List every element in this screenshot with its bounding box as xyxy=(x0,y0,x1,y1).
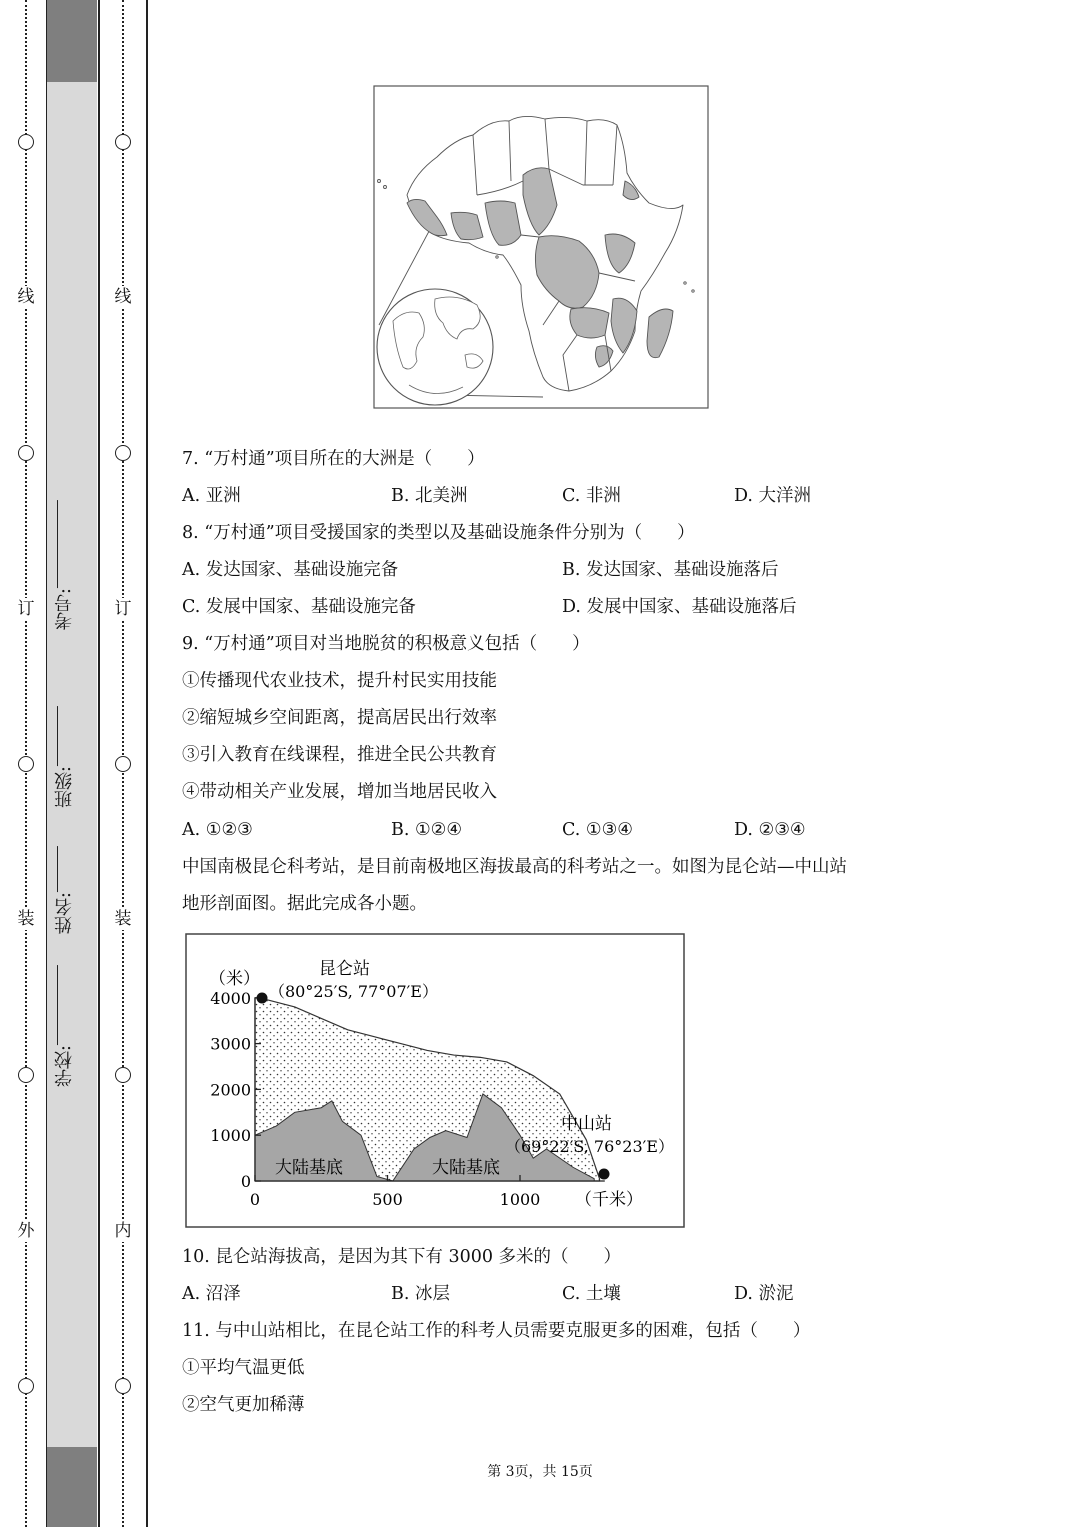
binding-label-zhuang: 装 xyxy=(15,908,37,930)
zhongshan-station-coords: （69°22′S, 76°23′E） xyxy=(505,1137,674,1156)
x-tick-label: 500 xyxy=(372,1190,403,1209)
zhongshan-station-marker xyxy=(599,1169,610,1180)
africa-map-figure xyxy=(373,85,709,409)
kunlun-station-marker xyxy=(257,993,268,1004)
q8-option-c[interactable]: C. 发展中国家、基础设施完备 xyxy=(182,597,416,617)
binding-label-zhuang-inner: 装 xyxy=(112,908,134,930)
y-tick-label: 3000 xyxy=(210,1034,251,1054)
q10-option-c[interactable]: C. 土壤 xyxy=(562,1284,621,1304)
q9-option-a[interactable]: A. ①②③ xyxy=(182,820,253,840)
y-tick-label: 2000 xyxy=(210,1080,251,1100)
q9-option-d[interactable]: D. ②③④ xyxy=(734,820,806,840)
q10-option-b[interactable]: B. 冰层 xyxy=(391,1284,450,1304)
y-tick-label: 0 xyxy=(240,1172,251,1191)
binding-label-ding-inner: 订 xyxy=(112,598,134,620)
q9-item-3: ③引入教育在线课程，推进全民公共教育 xyxy=(182,745,497,765)
binding-circle xyxy=(18,134,34,150)
intro-line-2: 地形剖面图。据此完成各小题。 xyxy=(182,894,427,914)
x-tick-label: 1000 xyxy=(499,1190,541,1209)
binding-circle xyxy=(115,1067,131,1083)
q8-option-b[interactable]: B. 发达国家、基础设施落后 xyxy=(562,560,779,580)
bedrock-label-right: 大陆基底 xyxy=(432,1158,500,1178)
field-name[interactable]: 姓名: xyxy=(52,846,78,934)
terrain-profile-chart xyxy=(185,933,685,1228)
q9-option-c[interactable]: C. ①③④ xyxy=(562,820,633,840)
q9-item-1: ①传播现代农业技术，提升村民实用技能 xyxy=(182,671,497,691)
q9-item-4: ④带动相关产业发展，增加当地居民收入 xyxy=(182,782,497,802)
binding-circle xyxy=(115,134,131,150)
y-tick-label: 4000 xyxy=(210,988,251,1008)
y-axis-unit: （米） xyxy=(209,969,260,989)
question-9-stem: 9. “万村通”项目对当地脱贫的积极意义包括（ ） xyxy=(182,634,590,654)
binding-circle xyxy=(18,1378,34,1394)
q11-item-1: ①平均气温更低 xyxy=(182,1358,305,1378)
x-axis-unit: （千米） xyxy=(575,1190,643,1210)
zhongshan-station-name: 中山站 xyxy=(561,1114,612,1134)
binding-label-outer: 外 xyxy=(15,1220,37,1242)
q8-option-a[interactable]: A. 发达国家、基础设施完备 xyxy=(182,560,399,580)
question-8-stem: 8. “万村通”项目受援国家的类型以及基础设施条件分别为（ ） xyxy=(182,523,695,543)
field-school[interactable]: 学校: xyxy=(52,965,78,1087)
kunlun-station-name: 昆仑站 xyxy=(319,959,370,979)
binding-label-xian-inner: 线 xyxy=(112,286,134,308)
field-exam-number[interactable]: 考号: xyxy=(52,500,78,630)
q10-option-d[interactable]: D. 淤泥 xyxy=(734,1284,794,1304)
binding-circle xyxy=(18,756,34,772)
margin-dark-block-top xyxy=(47,0,97,82)
q9-item-2: ②缩短城乡空间距离，提高居民出行效率 xyxy=(182,708,497,728)
binding-label-inner: 内 xyxy=(112,1220,134,1242)
intro-line-1: 中国南极昆仑科考站，是目前南极地区海拔最高的科考站之一。如图为昆仑站—中山站 xyxy=(182,857,847,877)
binding-circle xyxy=(18,445,34,461)
binding-circle xyxy=(115,445,131,461)
kunlun-station-coords: （80°25′S, 77°07′E） xyxy=(269,982,438,1001)
q7-option-a[interactable]: A. 亚洲 xyxy=(182,486,241,506)
page-footer: 第 3页，共 15页 xyxy=(487,1464,593,1480)
binding-circle xyxy=(115,1378,131,1394)
y-tick-label: 1000 xyxy=(210,1126,251,1146)
q10-option-a[interactable]: A. 沼泽 xyxy=(182,1284,241,1304)
field-class[interactable]: 班级: xyxy=(52,706,78,808)
q8-option-d[interactable]: D. 发展中国家、基础设施落后 xyxy=(562,597,797,617)
binding-label-ding: 订 xyxy=(15,598,37,620)
binding-circle xyxy=(18,1067,34,1083)
x-tick-label: 0 xyxy=(249,1190,261,1209)
question-7-stem: 7. “万村通”项目所在的大洲是（ ） xyxy=(182,449,485,469)
q7-option-b[interactable]: B. 北美洲 xyxy=(391,486,468,506)
q7-option-d[interactable]: D. 大洋洲 xyxy=(734,486,812,506)
binding-circle xyxy=(115,756,131,772)
question-10-stem: 10. 昆仑站海拔高，是因为其下有 3000 多米的（ ） xyxy=(182,1247,622,1267)
bedrock-label-left: 大陆基底 xyxy=(275,1158,343,1178)
question-11-stem: 11. 与中山站相比，在昆仑站工作的科考人员需要克服更多的困难，包括（ ） xyxy=(182,1321,811,1341)
q9-option-b[interactable]: B. ①②④ xyxy=(391,820,463,840)
q11-item-2: ②空气更加稀薄 xyxy=(182,1395,305,1415)
q7-option-c[interactable]: C. 非洲 xyxy=(562,486,621,506)
margin-dark-block-bottom xyxy=(47,1447,97,1527)
binding-label-xian: 线 xyxy=(15,286,37,308)
